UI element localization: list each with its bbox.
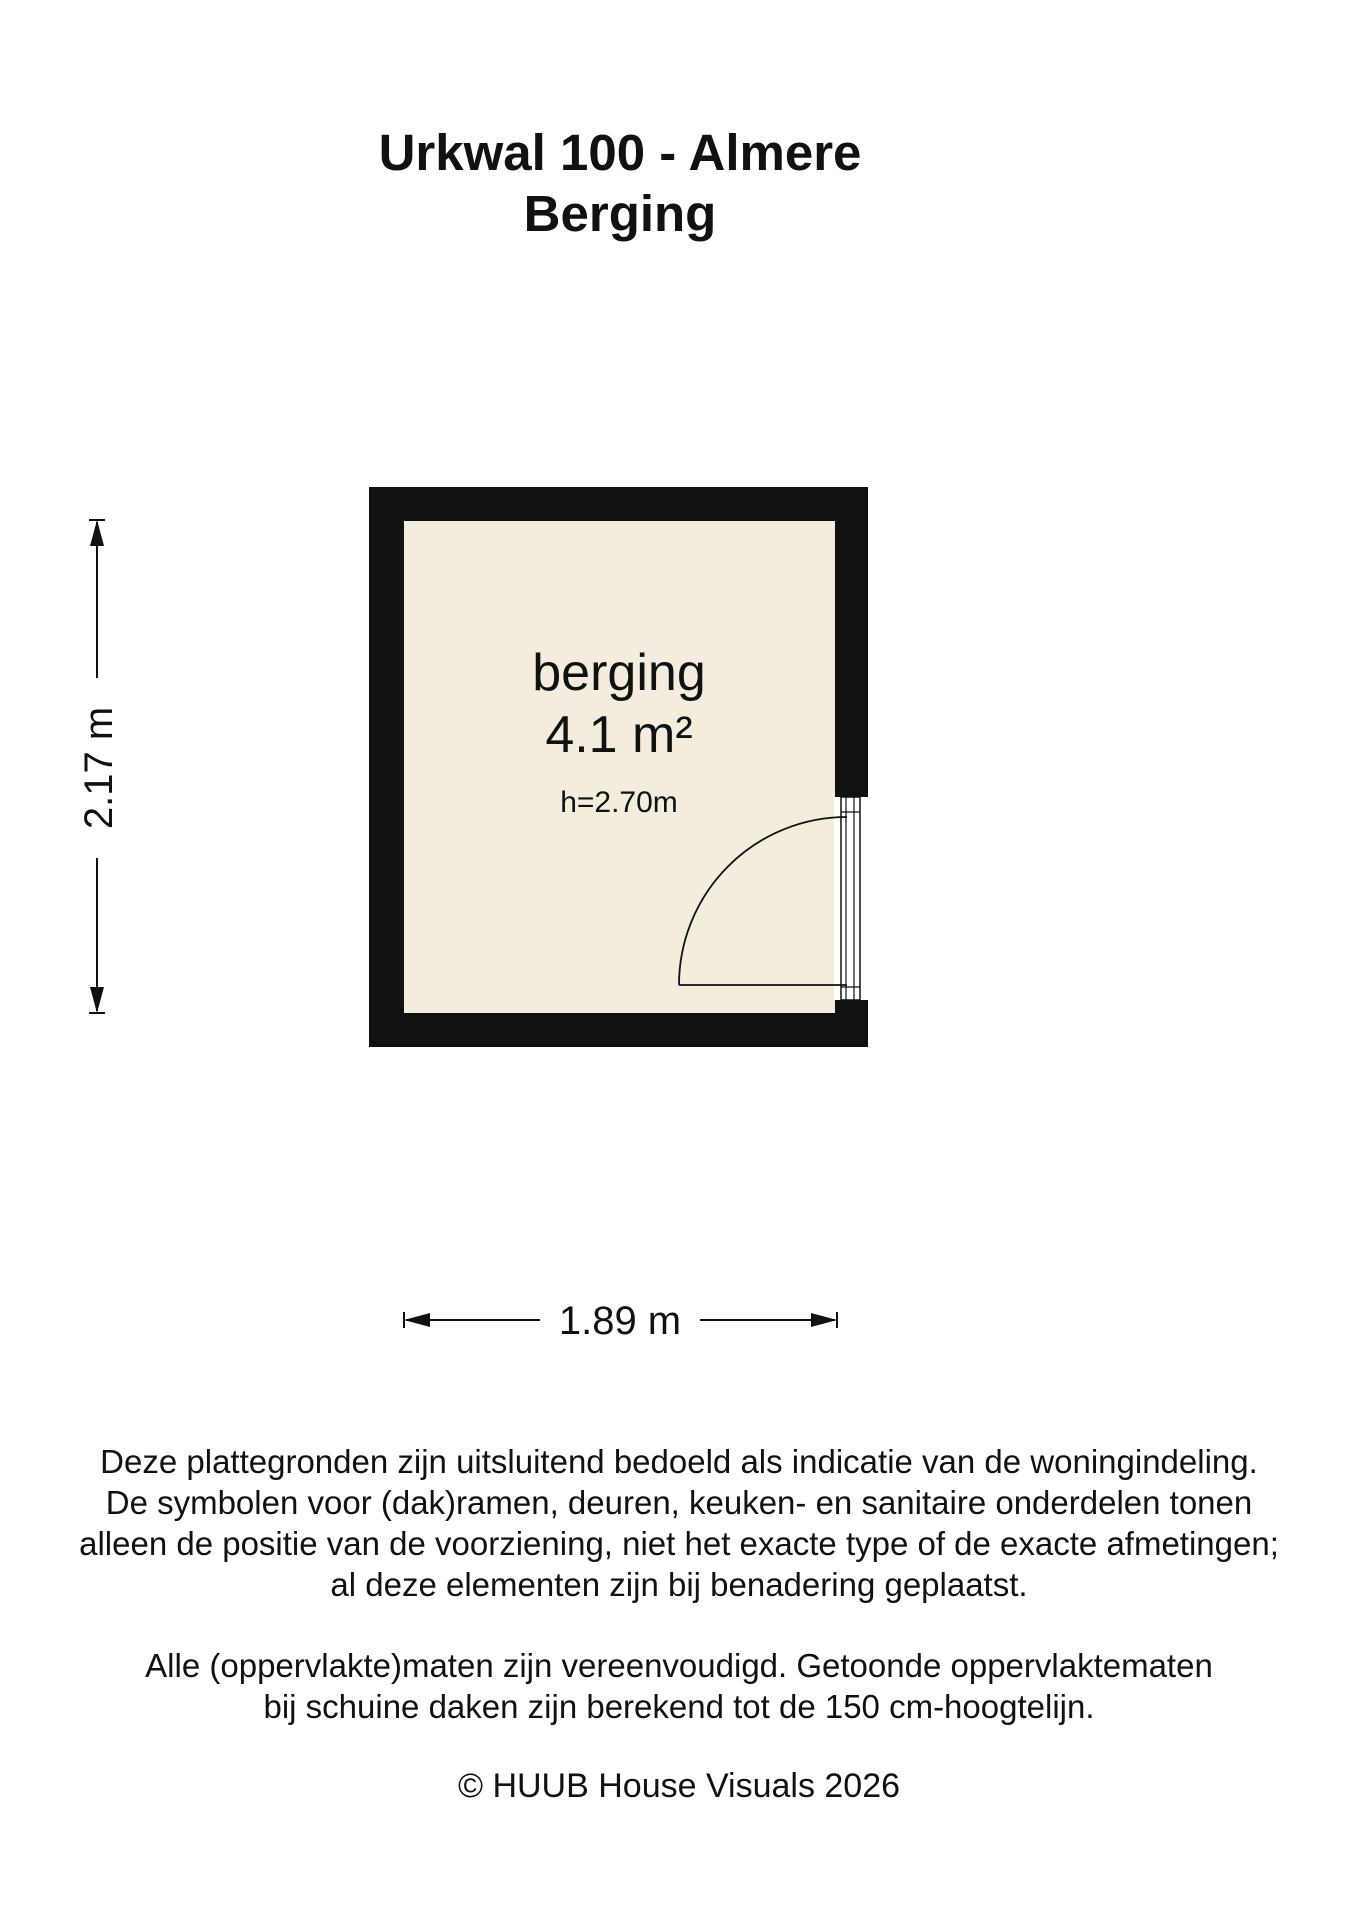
disclaimer-line: Alle (oppervlakte)maten zijn vereenvoudigd. Getoonde oppervlaktematen: [145, 1647, 1213, 1684]
disclaimer-line: bij schuine daken zijn berekend tot de 150 cm-hoogtelijn.: [263, 1688, 1095, 1725]
disclaimer-line: al deze elementen zijn bij benadering geplaatst.: [330, 1566, 1028, 1603]
room-area: 4.1 m²: [545, 706, 693, 764]
plan-subtitle: Berging: [523, 185, 717, 242]
dimension-vertical: [77, 520, 121, 1013]
copyright-notice: © HUUB House Visuals 2026: [457, 1767, 901, 1805]
dimension-vertical-label: 2.17 m: [77, 706, 121, 830]
door-frame: [841, 797, 860, 1000]
arrow-left-icon: [404, 1313, 430, 1327]
disclaimer-line: alleen de positie van de voorziening, niet het exacte type of de exacte afmetingen;: [79, 1525, 1279, 1562]
disclaimer-line: Deze plattegronden zijn uitsluitend bedoeld als indicatie van de woningindeling.: [100, 1443, 1258, 1480]
disclaimer-paragraph-1: [0, 1441, 1358, 1605]
room-height: h=2.70m: [560, 786, 678, 819]
room-name: berging: [532, 644, 706, 702]
disclaimer-paragraph-2: [0, 1645, 1358, 1727]
dimension-horizontal: [404, 1299, 837, 1343]
arrow-up-icon: [90, 520, 104, 546]
dimension-horizontal-label: 1.89 m: [558, 1299, 682, 1343]
arrow-right-icon: [811, 1313, 837, 1327]
disclaimer-line: De symbolen voor (dak)ramen, deuren, keuken- en sanitaire onderdelen tonen: [105, 1484, 1253, 1521]
room-floor: [404, 521, 835, 1013]
arrow-down-icon: [90, 987, 104, 1013]
plan-title: Urkwal 100 - Almere: [378, 124, 862, 181]
